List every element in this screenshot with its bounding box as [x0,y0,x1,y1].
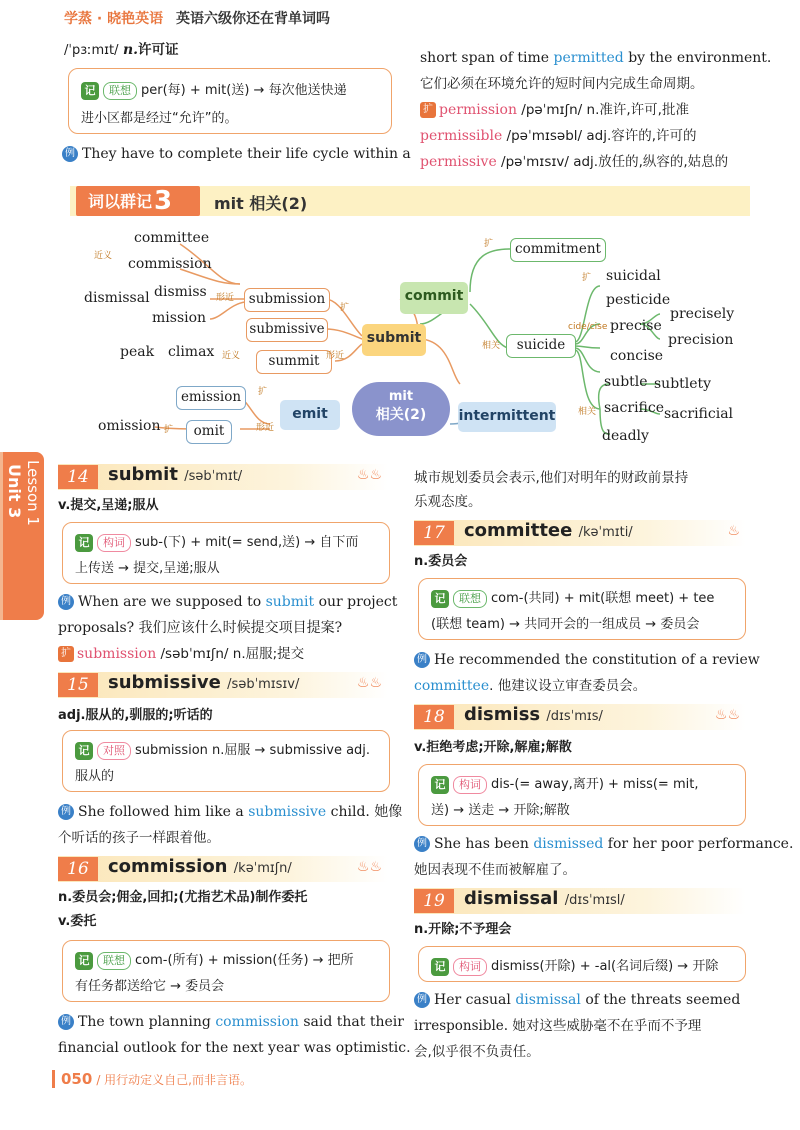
node-suicide: suicide [506,334,576,358]
node-deadly: deadly [602,428,649,444]
memo-line2: 服从的 [75,769,115,784]
hub-emit: emit [280,400,340,430]
memo-line1 [431,587,714,608]
label-extend: 扩 [340,303,350,313]
label-cide: cide/cise [568,322,608,332]
ex-text: of the threats seemed [580,992,741,1008]
example-icon: 例 [62,146,78,162]
node-dismiss: dismiss [154,284,207,300]
memo-tag: 联想 [453,590,487,608]
node-dismissal: dismissal [84,290,150,306]
ext-rest: /pəˈmɪʃn/ n.准许,许可,批准 [516,102,689,118]
entry-submit-header [58,464,388,490]
ipa: /dɪsˈmɪsl/ [564,893,625,908]
node-precisely: precisely [670,306,735,322]
entry-submit-example [58,594,397,611]
entry-submissive-header [58,672,388,698]
memo-line1 [75,531,358,552]
entry-dismissal-def: n.开除;不予理会 [414,922,512,937]
node-commission: commission [128,256,212,272]
ext-rest: /səbˈmɪʃn/ n.屈服;提交 [156,646,305,662]
entry-dismiss-header [414,704,746,730]
flame-icon: ♨♨ [356,675,382,691]
label-form: 形近 [256,423,275,433]
footer-quote: / 用行动定义自己,而非言语。 [96,1073,252,1087]
ex-text: by the environment. [623,50,772,66]
node-summit: summit [256,350,332,374]
ex-text: our project [314,594,398,610]
unit-label: Unit 3 [5,464,24,519]
ext-word: submission [77,646,157,662]
lesson-label: Lesson 1 [24,460,42,526]
entry-commission-memo [62,940,390,1002]
ext-rest: /pəˈmɪsɪv/ adj.放任的,纵容的,姑息的 [496,154,729,170]
entry-submissive-example-2: 个听话的孩子一样跟着他。 [58,830,220,846]
node-sacrificial: sacrificial [664,406,734,422]
node-commitment: commitment [510,238,606,262]
node-peak: peak [120,344,155,360]
memo-line1 [75,739,370,760]
entry-dismissal-example-3: 会,似乎很不负责任。 [414,1044,540,1060]
badge-text: 词以群记 [88,192,153,211]
permit-example-cont [420,50,771,67]
node-emission: emission [176,386,246,410]
entry-commission-example-2: financial outlook for the next year was optimistic. [58,1040,411,1056]
ext-word: permission [439,102,517,118]
memo-line2: 有任务都送给它 → 委员会 [75,979,225,994]
node-precision: precision [668,332,734,348]
brand-label: 学蒸 · 晓艳英语 [64,11,164,27]
memo-icon: 记 [75,534,93,552]
ipa: /dɪsˈmɪs/ [546,709,603,724]
memo-text: per(每) + mit(送) → 每次他送快递 [141,83,347,98]
extend-icon: 扩 [420,102,436,118]
memo-line1 [75,949,354,970]
headword: commission [108,856,228,877]
flame-icon: ♨ [727,523,740,539]
memo-icon: 记 [431,590,449,608]
headword: dismiss [464,704,541,725]
entry-number: 15 [58,673,98,697]
headword: submissive [108,672,221,693]
node-submission: submission [244,288,330,312]
permit-memo-box [68,68,392,134]
permit-example [62,146,411,163]
entry-submit-ext [58,646,304,663]
entry-commission-def1: n.委员会;佣金,回扣;(尤指艺术品)制作委托 [58,890,308,905]
memo-text: com-(所有) + mission(任务) → 把所 [135,953,354,968]
hub-commit: commit [400,282,468,314]
page-number: 050 [52,1070,92,1088]
example-icon: 例 [58,804,74,820]
permit-example-cn: 它们必须在环境允许的短时间内完成生命周期。 [420,76,704,92]
hub-intermittent: intermittent [458,402,556,432]
memo-icon: 记 [81,82,99,100]
label-synonym: 近义 [94,251,113,261]
ex-text: for her poor performance. [603,836,794,852]
node-sacrifice: sacrifice [604,400,665,416]
entry-word [108,464,242,485]
memo-icon: 记 [431,958,449,976]
section-badge [76,186,200,216]
ext-word: permissive [420,154,497,170]
ipa: /kəˈmɪti/ [578,525,633,540]
ipa: /kəˈmɪʃn/ [233,861,292,876]
example-icon: 例 [414,652,430,668]
permit-memo-line1 [81,79,347,100]
ex-text: She followed him like a [78,804,249,820]
memo-tag: 对照 [97,742,131,760]
example-icon: 例 [414,992,430,1008]
entry-dismissal-example-2: irresponsible. 她对这些威胁毫不在乎而不予理 [414,1018,702,1034]
node-committee: committee [134,230,210,246]
memo-tag: 构词 [97,534,131,552]
memo-text: dis-(= away,离开) + miss(= mit, [491,777,699,792]
memo-tag: 联想 [97,952,131,970]
entry-number: 17 [414,521,454,545]
entry-number: 18 [414,705,454,729]
entry-commission-header [58,856,388,882]
center-cloud [352,382,450,436]
label-related: 相关 [482,341,501,351]
memo-line1 [431,955,718,976]
section-title: mit 相关(2) [214,194,308,213]
entry-submissive-example [58,804,402,821]
permit-cn: 许可证 [138,42,179,58]
headword: submit [108,464,178,485]
ex-text: She has been [434,836,534,852]
memo-text: sub-(下) + mit(= send,送) → 自下而 [135,535,359,550]
flame-icon: ♨♨ [714,707,740,723]
entry-submissive-def: adj.服从的,驯服的;听话的 [58,708,213,723]
entry-dismiss-memo [418,764,746,826]
ex-text: The town planning [78,1014,216,1030]
permission-ext [420,102,689,119]
node-concise: concise [610,348,664,364]
label-extend: 扩 [484,239,494,249]
example-icon: 例 [58,1014,74,1030]
book-title: 英语六级你还在背单词吗 [175,11,330,27]
ex-highlight: commission [215,1014,299,1030]
memo-text: dismiss(开除) + -al(名词后缀) → 开除 [491,959,719,974]
entry-word [108,672,299,693]
ex-highlight: permitted [553,50,624,66]
unit-side-tab[interactable] [0,452,44,620]
ex-highlight: submissive [248,804,327,820]
ex-text: Her casual [434,992,516,1008]
example-icon: 例 [414,836,430,852]
node-climax: climax [168,344,215,360]
permissive-ext [420,154,728,171]
entry-dismissal-memo [418,946,746,982]
ex-highlight: dismissed [533,836,604,852]
side-bar [0,452,3,620]
node-subtle: subtle [604,374,648,390]
flame-icon: ♨♨ [356,859,382,875]
entry-committee-def: n.委员会 [414,554,468,569]
label-form: 形近 [326,351,345,361]
entry-commission-example [58,1014,404,1031]
node-precise: precise [610,318,662,334]
ipa: /səbˈmɪt/ [184,469,243,484]
label-extend: 扩 [258,387,268,397]
entry-word [464,520,633,541]
memo-icon: 记 [431,776,449,794]
memo-line2: 送) → 送走 → 开除;解散 [431,803,570,818]
entry-committee-header [414,520,746,546]
memo-tag: 构词 [453,958,487,976]
entry-word [108,856,292,877]
mind-map [70,224,760,450]
permissible-ext [420,128,697,145]
entry-word [464,704,603,725]
entry-submissive-memo [62,730,390,792]
permit-example-text: They have to complete their life cycle within a [82,146,411,162]
ex-text: He recommended the constitution of a review [434,652,760,668]
extend-icon: 扩 [58,646,74,662]
node-pesticide: pesticide [606,292,671,308]
entry-submit-def: v.提交,呈递;服从 [58,498,159,513]
entry-number: 14 [58,465,98,489]
permit-definition [64,42,179,59]
entry-dismiss-example [414,836,793,853]
ex-highlight: committee [414,678,490,694]
ex-highlight: dismissal [515,992,581,1008]
label-form: 形近 [216,293,235,303]
entry-submit-memo [62,522,390,584]
section-header [70,186,750,216]
commission-example-cn-1: 城市规划委员会表示,他们对明年的财政前景持 [414,470,689,486]
headword: dismissal [464,888,559,909]
center-mit: mit [388,389,414,404]
ex-text: When are we supposed to [78,594,266,610]
entry-committee-example [414,652,760,669]
node-submissive: submissive [246,318,328,342]
label-extend: 扩 [582,273,592,283]
ex-text: . 他建议设立审查委员会。 [489,678,647,694]
memo-text: com-(共同) + mit(联想 meet) + tee [491,591,715,606]
node-suicidal: suicidal [606,268,661,284]
memo-line2: (联想 team) → 共同开会的一组成员 → 委员会 [431,617,700,632]
entry-dismissal-example [414,992,740,1009]
node-mission: mission [152,310,207,326]
ex-text: said that their [298,1014,404,1030]
page-footer [52,1070,252,1088]
entry-submit-example-2: proposals? 我们应该什么时候提交项目提案? [58,620,343,636]
entry-number: 19 [414,889,454,913]
entry-dismiss-def: v.拒绝考虑;开除,解雇;解散 [414,740,572,755]
page-header [64,8,330,28]
memo-line1 [431,773,698,794]
ex-highlight: submit [265,594,315,610]
ext-rest: /pəˈmɪsəbl/ adj.容许的,许可的 [502,128,697,144]
entry-word [464,888,625,909]
entry-number: 16 [58,857,98,881]
ex-text: short span of time [420,50,554,66]
badge-number: 3 [154,186,173,216]
permit-ipa: /ˈpɜːmɪt/ [64,43,119,58]
entry-committee-memo [418,578,746,640]
node-subtlety: subtlety [654,376,712,392]
entry-dismissal-header [414,888,746,914]
commission-example-cn-2: 乐观态度。 [414,494,482,510]
headword: committee [464,520,573,541]
center-related: 相关(2) [375,407,427,423]
ex-text: child. 她像 [326,804,403,820]
label-related: 相关 [578,407,597,417]
ext-word: permissible [420,128,503,144]
memo-tag: 构词 [453,776,487,794]
ipa: /səbˈmɪsɪv/ [227,677,300,692]
flame-icon: ♨♨ [356,467,382,483]
label-extend: 扩 [164,425,174,435]
example-icon: 例 [58,594,74,610]
entry-dismiss-example-2: 她因表现不佳而被解雇了。 [414,862,576,878]
hub-submit: submit [362,324,426,356]
label-synonym: 近义 [222,351,241,361]
permit-memo-line2: 进小区都是经过“允许”的。 [81,111,238,126]
entry-commission-def2: v.委托 [58,914,97,929]
entry-committee-example-2 [414,678,646,695]
memo-line2: 上传送 → 提交,呈递;服从 [75,561,220,576]
memo-tag: 联想 [103,82,137,100]
node-omission: omission [98,418,161,434]
memo-text: submission n.屈服 → submissive adj. [135,743,371,758]
node-omit: omit [186,420,232,444]
memo-icon: 记 [75,952,93,970]
memo-icon: 记 [75,742,93,760]
permit-pos: n. [122,42,138,58]
